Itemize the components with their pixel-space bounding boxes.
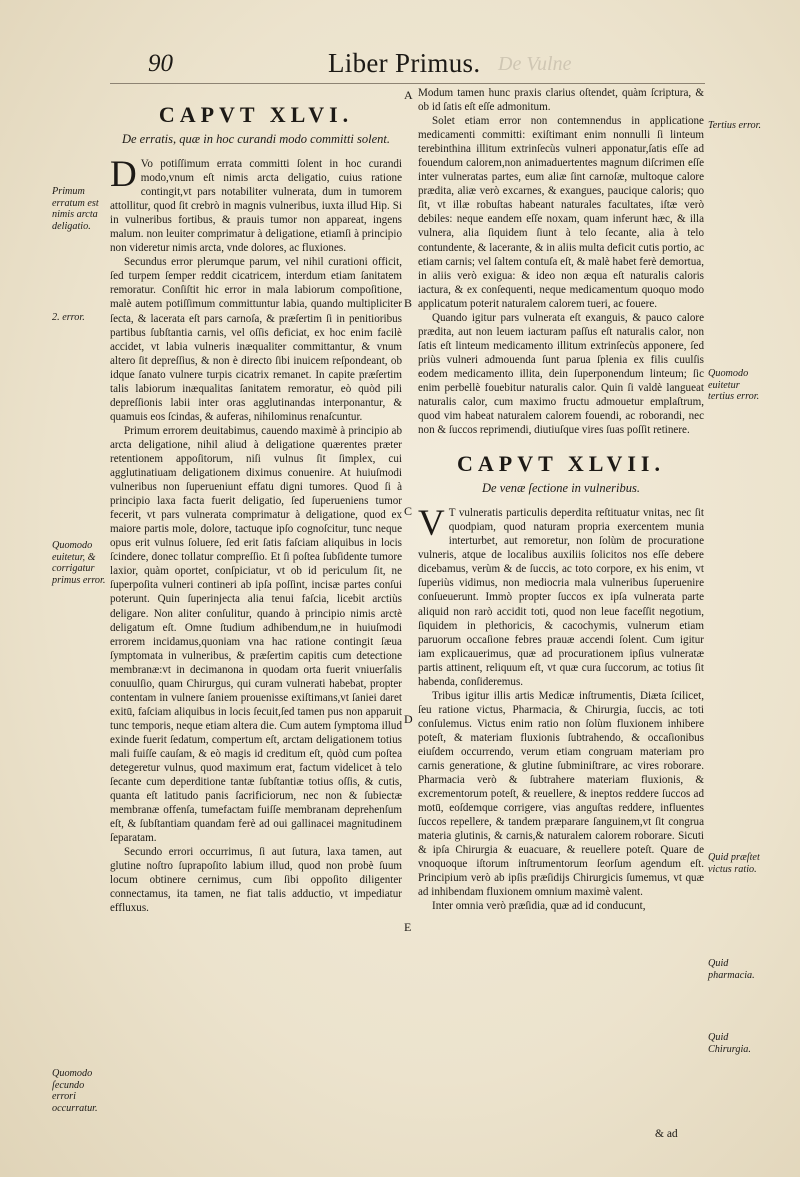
margin-note: Quomodo euitetur, & corrigatur primus error.	[52, 540, 106, 586]
paragraph: Tribus igitur illis artis Medicæ inſtrumentis, Diæta ſcilicet, ſeu ratione victus, Pharmacia, & Chirurgia, ſuccis, ac toti conſulemus. Victus enim ratio non ſolùm fluxionem inhibere poteſt, & materiam fluxionis ſubtrahendo, & occaſionibus eiuſdem occurrendo, verum etiam congruam materiam pro carnis generatione, & glutine ſubminiſtrare, ac vires roborare. Pharmacia verò & ſubtrahere materiam fluxionis, & excrementorum poteſt, & reuellere, & ineptos reddere ſuccos ad motū, eoſdemque corrigere, vias anguſtas reddere, influentes ſuccos repellere, & tandem præparare ſanguinem,vt ſit congrua materia glutinis, & carnis,& naturalem calorem roborare. Sicuti & ipſa Chirurgia & euacuare, & reuellere poteſt. Quare de vnoquoque iſtorum inſtrumentorum ſeorſum agendum eſt. Principium verò ab ipſis præſidijs Chirurgicis ſumemus, vt quæ ad inhibendam fluxionem omnium maximè valent.	[418, 689, 704, 899]
chapter-title: CAPVT XLVI.	[158, 102, 354, 127]
left-text-column	[110, 96, 402, 1131]
drop-cap: V	[418, 503, 445, 545]
paragraph: Modum tamen hunc praxis clarius oſtendet, quàm ſcriptura, & ob id ſatis eſt eſſe admonitum.	[418, 87, 704, 114]
section-letter: C	[404, 504, 413, 518]
margin-note: Quid pharmacia.	[708, 958, 755, 981]
chapter-subtitle: De erratis, quæ in hoc curandi modo committi solent.	[121, 132, 391, 146]
section-letter: B	[404, 296, 413, 310]
margin-note: Tertius error.	[708, 120, 762, 131]
paragraph: Primum errorem deuitabimus, cauendo maximè à principio ab arcta deligatione, nihil aliud à deligatione quærentes præter retentionem appoſitorum, niſi vulnus ſit ſimplex, cui agglutinatiuam deligationem diximus conuenire. At huiuſmodi vulneribus non ſuperueniunt effatu digni tumores. Quod ſi à principio laxa facta fuerit deligatio, ſed ſuperueniens tumor fecerit, vt pars vulnerata comprimatur à deligatione, quod ex maiore partis mole, dolore, tactuque ipſo cognoſcitur, tunc neque opus erit vulnus ſoluere, ſed erit ſatis faſciam aliquibus in locis ſcindere, donec tollatur compreſſio. Et ſi poſtea ſubſidente tumore laxior, quàm oportet, conſpiciatur, vt ob id periculum ſit, ne ſuperpoſita vulneri contineri ab ipſa poſſint, incisæ partes conſui poterunt. Quin ſuperinjecta alia tenui faſcia, licebit arctiùs deligare. Non aliter conſulitur, quando à principio nimis arctè deligatum eſt. Omne ſtudium adhibendum,ne in huiuſmodi errorem incidamus,quoniam vna hac ratione contingit ſæua ſymptomata in vulneribus, & præſertim capitis cum detectione membranæ:vt in decimanona in quodam orta fuerit vniuerſalis conuulſio, quam Chirurgus, qui curam vulnerati habebat, propter contentam in vulnere ſaniem prouenisse exiſtimans,vt ſaniei daret exitū, faſciam aliquibus in locis ſecuit,ſed tamen pus non apparuit tunc temporis, neque etiam altera die. Cum autem ſymptoma illud exinde fuerit ſedatum, compertum eſt, arctam deligationem totius mali fuiſſe cauſam, & eò magis id creditum eſt, quòd cum poſtea detegeretur vulnus, quod maximum erat, factum videlicet à telo ſecante cum deperditione tantæ ſubſtantiæ totius oſſis, & cutis, quanta eſt latitudo panis ſacrificiorum, nec non & ſubiectæ membranæ offenſa, tumefactam fuiſſe membranam deprehenſum eſt, & ſubſtantiam quandam ferè ad oui gallinacei magnitudinem ſeparatam.	[110, 424, 402, 845]
header-rule	[110, 83, 705, 84]
margin-note: Quid præſtet victus ratio.	[708, 852, 760, 875]
page-number: 90	[148, 50, 173, 77]
paragraph: D Vo potiſſimum errata committi ſolent in hoc curandi modo,vnum eſt nimis arcta deligatio, cuius ratione contingit,vt pars notabiliter vulnerata, dum in tumorem attollitur, quod ſit crebrò in magnis vulneribus, iuxta illud Hip. Si in vulneribus fortibus, & prauis tumor non appareat, ingens malum. non leuiter comprimatur à deligatione, etiamſi à principio non videretur nimis arcta, vnde dolores, ac fluxiones.	[110, 154, 402, 255]
right-text-column	[418, 86, 704, 1141]
paragraph: Solet etiam error non contemnendus in applicatione medicamenti committi: exiſtimant enim nonnulli ſi linteum terebinthina illitum extrinſecùs vulneri apponatur,ſatis eſſe ad fouendum calorem,non animaduertentes magnum diſcrimen eſſe inter vulneratas partes, eum aliæ ſint carnoſæ, multoque calore prædita, aliæ verò excarnes, & exangues, paucique caloris; quo ſit, vt illæ robuſtas habeant naturales facultates, iſtæ verò debiles: neque eandem eſſe noxam, quam inferunt hæc, & illa vulnera, alia ſiquidem ſiunt à telo ſecante, alia à telo contundente, & lacerante, & in aliis multa deficit cutis portio, ac etiam carnis; vel ſaltem contuſa eſt, & malè habet ferè demortua, in aliis verò exigua: & ideo non æqua eſt naturalis caloris iactura, & ex conſequenti, neque medicamentum quoquo modo applicatum poterit naturalem calorem tueri, ac fouere.	[418, 115, 704, 310]
section-letter: A	[404, 88, 413, 102]
paragraph: Secundus error plerumque parum, vel nihil curationi officit, ſed turpem ſemper reddit cicatricem, interdum etiam ſanitatem remoratur. Conſiſtit hic error in mala labiorum compoſitione, malè autem potiſſimum committuntur labia, quando multipliciter ſecta, & lacerata eſt pars carnoſa, & præſertim ſi in penitioribus partibus ſubſtantia carnis, vel oſſis deficiat, ex hoc enim facilè accidet, vt labia vulneris inæqualiter committantur, & vnum altero ſit depreſſius, & non è directo ſibi inuicem reſpondeant, ob idque ſanato vulnere turpis cicatrix remanet. In capite præſertim talis labiorum inæqualitas ſanitatem remoratur, eò quòd pili depreſſionis labii inter oras agglutinandas interponantur, & quamuis eos ſcindas, & auferas, nihilominus renaſcuntur.	[110, 256, 402, 423]
margin-note: Quid Chirurgia.	[708, 1032, 751, 1055]
catchword: & ad	[655, 1128, 678, 1140]
paragraph: V T vulneratis particulis deperdita reſtituatur vnitas, nec ſit quodpiam, quod naturam propria exercentem munia interturbet, aut remoretur, non ſolùm de procuratione vulneris, atque de localibus auxiliis ſolicitos nos eſſe debere dicebamus, verùm & de ſuccis, ac toto corpore, ex his enim, vt ſuperiùs vidimus, non mediocria mala vulneribus ſuperuenire conſueuerunt. Immò propter ſuccos ex ipſa vulnerata parte aliquid non rarò accidit toti, quod non leue faceſſit negotium, ſiquidem in plethoricis, & cacochymis, vulnerum etiam paruorum occaſione febres prauæ accendi ſolent. Cum igitur iam explicauerimus, quæ ad procurationem ipſius vulneratæ partis attinent, reliquum eſt, vt quæ cura ſuccorum, ac totius ſit habenda, conſideremus.	[418, 503, 704, 688]
drop-cap: D	[110, 154, 137, 195]
section-letter: E	[404, 920, 412, 934]
paragraph: Secundo errori occurrimus, ſi aut ſutura, laxa tamen, aut glutine noſtro ſuprapoſito labium illud, quod non probè ſuum locum obtinere cernimus, cum ſibi oppoſito diligenter connectamus, ita tamen, ne fiat talis adductio, vt impediatur effluxus.	[110, 846, 402, 915]
running-title: Liber Primus.	[328, 48, 481, 78]
chapter-title: CAPVT XLVII.	[457, 451, 665, 477]
section-letter: D	[404, 712, 413, 726]
paragraph: Inter omnia verò præſidia, quæ ad id conducunt,	[432, 900, 646, 913]
paragraph: Quando igitur pars vulnerata eſt exanguis, & pauco calore prædita, aut non leuem iacturam paſſus eſt naturalis calor, non ſatis eſt linteum medicamento illitum extrinſecùs apponere, ſed priùs vulneri admouenda ſunt parua ſplenia ex filis cuulſis eodem medicamento illita, dein ſuperponendum linteum; ſic enim perbellè fouebitur naturalis calor. Quin ſi valdè langueat naturalis calor, cum maximo fructu admouetur emplaſtrum, quod vim habeat naturalem calorem fouendi, ac roborandi, nec non & ſuccos reprimendi, diutiuſque vires ſuas poſſit retinere.	[418, 311, 704, 437]
margin-note: Quomodo ſecundo errori occurratur.	[52, 1068, 98, 1114]
margin-note: 2. error.	[52, 312, 85, 323]
bleed-through-text: De Vulne	[498, 53, 572, 75]
margin-note: Quomodo euitetur tertius error.	[708, 368, 760, 402]
chapter-subtitle: De venæ ſectione in vulneribus.	[482, 481, 640, 496]
margin-note: Primum erratum est nimis arcta deligatio.	[52, 186, 99, 232]
